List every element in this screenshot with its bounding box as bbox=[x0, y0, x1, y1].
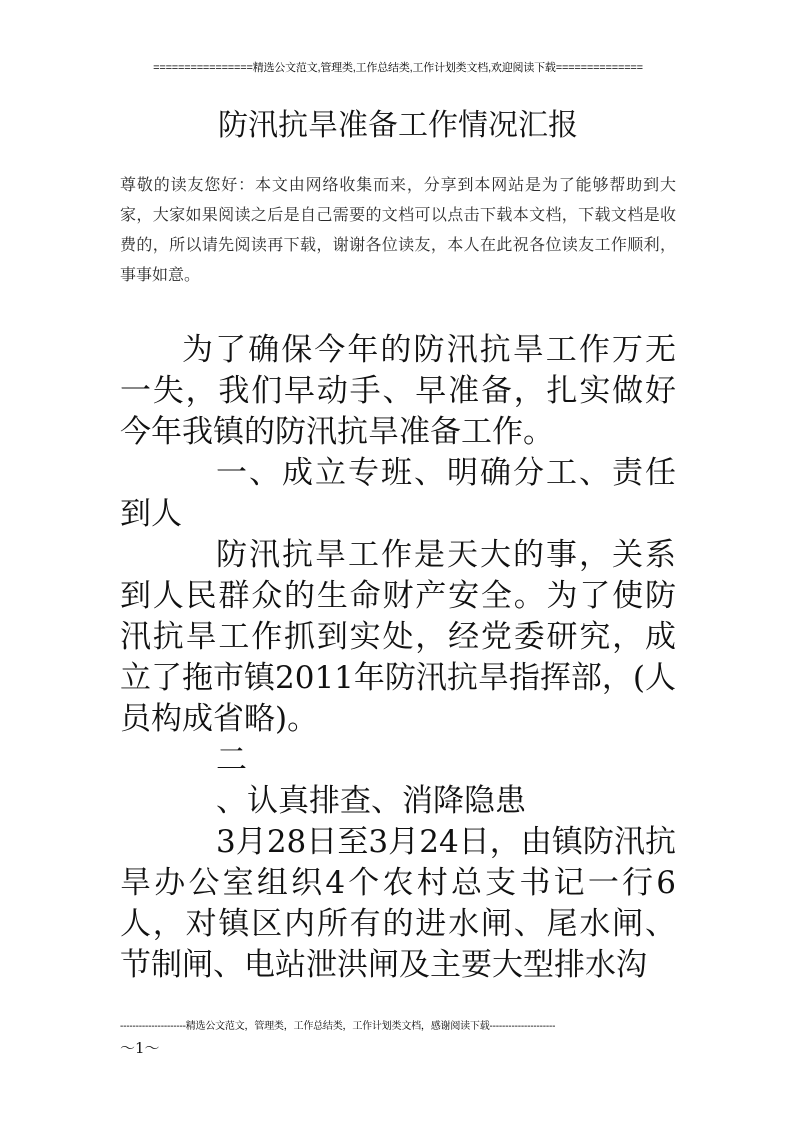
paragraph-intro: 为了确保今年的防汛抗旱工作万无一失，我们早动手、早准备，扎实做好今年我镇的防汛抗旱准备工作。 bbox=[120, 332, 676, 450]
section-number-2: 二 bbox=[216, 742, 247, 778]
section-heading-2: 、认真排查、消降隐患 bbox=[216, 783, 526, 819]
section-heading-1: 一、成立专班、明确分工、责任到人 bbox=[120, 455, 676, 532]
header-banner: ================精选公文范文,管理类,工作总结类,工作计划类文档,欢迎阅读下载============== bbox=[153, 62, 643, 74]
page-number: ～1～ bbox=[120, 1039, 160, 1057]
reader-notice: 尊敬的读友您好：本文由网络收集而来，分享到本网站是为了能够帮助到大家，大家如果阅读之后是自己需要的文档可以点击下载本文档，下载文档是收费的，所以请先阅读再下载，谢谢各位读友，本人在此祝各位读友工作顺利，事事如意。 bbox=[120, 175, 676, 284]
document-title: 防汛抗旱准备工作情况汇报 bbox=[218, 108, 578, 143]
paragraph-section-1: 防汛抗旱工作是天大的事，关系到人民群众的生命财产安全。为了使防汛抗旱工作抓到实处，经党委研究，成立了拖市镇2011年防汛抗旱指挥部，(人员构成省略)。 bbox=[120, 537, 676, 737]
footer-banner: ---------------------精选公文范文，管理类，工作总结类，工作计划类文档，感谢阅读下载--------------------- bbox=[120, 1021, 556, 1032]
document-body bbox=[120, 330, 676, 986]
paragraph-section-2: 3月28日至3月24日，由镇防汛抗旱办公室组织4个农村总支书记一行6人，对镇区内所有的进水闸、尾水闸、节制闸、电站泄洪闸及主要大型排水沟 bbox=[120, 824, 676, 983]
